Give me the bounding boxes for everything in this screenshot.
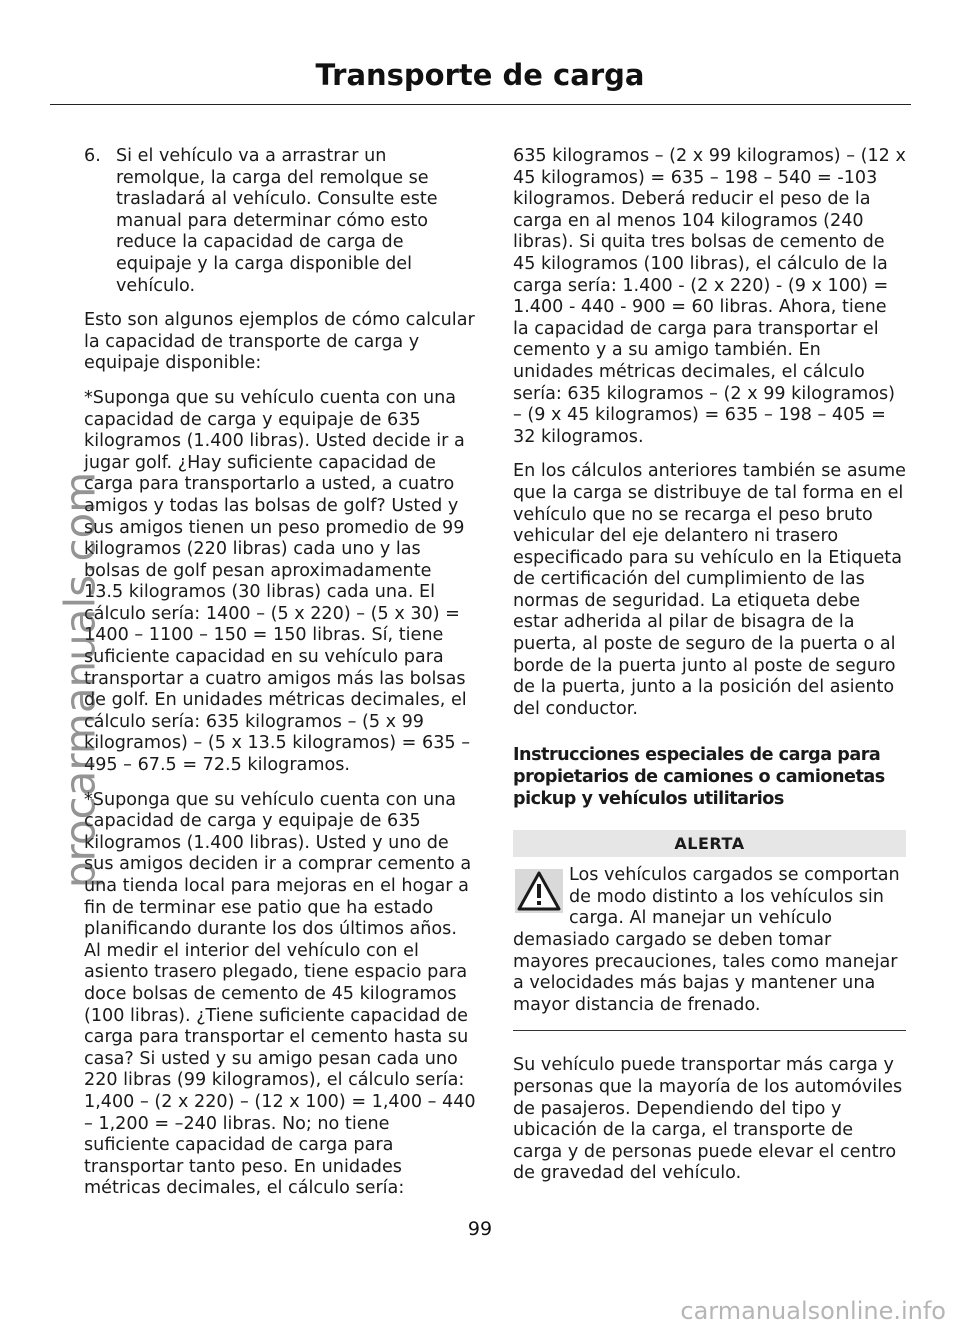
alert-text: Los vehículos cargados se comportan de modo distinto a los vehículos sin carga. Al manejar un vehículo demasiado cargado se deben tomar mayores precauciones, tales como manejar a velocidades más bajas y mantener una mayor distancia de frenado.: [513, 865, 900, 1015]
cement-example-paragraph: *Suponga que su vehículo cuenta con una capacidad de carga y equipaje de 635 kilogramos (1.400 libras). Usted y uno de sus amigos deciden ir a comprar cemento a una tienda local para mejoras en el hogar a fin de terminar ese patio que ha estado planificando durante los dos últimos años. Al medir el interior del vehículo con el asiento trasero plegado, tiene espacio para doce bolsas de cemento de 45 kilogramos (100 libras). ¿Tiene suficiente capacidad de carga para transportar el cemento hasta su casa? Si usted y su amigo pesan cada uno 220 libras (99 kilogramos), el cálculo sería: 1,400 – (2 x 220) – (12 x 100) = 1,400 – 440 – 1,200 = –240 libras. No; no tiene suficiente capacidad de carga para transportar tanto peso. En unidades métricas decimales, el cálculo sería:: [84, 789, 476, 1199]
cement-calculation-paragraph: 635 kilogramos – (2 x 99 kilogramos) – (12 x 45 kilogramos) = 635 – 198 – 540 = -103 kilogramos. Deberá reducir el peso de la carga en al menos 104 kilogramos (240 libras). Si quita tres bolsas de cemento de 45 kilogramos (100 libras), el cálculo de la carga sería: 1.400 - (2 x 220) - (9 x 100) = 1.400 - 440 - 900 = 60 libras. Ahora, tiene la capacidad de carga para transportar el cemento y a su amigo también. En unidades métricas decimales, el cálculo sería: 635 kilogramos – (2 x 99 kilogramos) – (9 x 45 kilogramos) = 635 – 198 – 405 = 32 kilogramos.: [513, 146, 906, 447]
page-title: Transporte de carga: [315, 58, 645, 92]
list-item-number: 6.: [84, 146, 101, 166]
load-distribution-paragraph: En los cálculos anteriores también se asume que la carga se distribuye de tal forma en el vehículo que no se recarga el peso bruto vehicular del eje delantero ni trasero especificado para su vehículo en la Etiqueta de certificación del cumplimiento de las normas de seguridad. La etiqueta debe estar adherida al pilar de bisagra de la puerta, al poste de seguro de la puerta o al borde de la puerta junto al poste de seguro de la puerta, junto a la posición del asiento del conductor.: [513, 461, 906, 719]
alert-box: [513, 830, 906, 1031]
list-item: [84, 146, 476, 297]
center-of-gravity-paragraph: Su vehículo puede transportar más carga y personas que la mayoría de los automóviles de pasajeros. Dependiendo del tipo y ubicación de la carga, el transporte de carga y de personas puede elevar el centro de gravedad del vehículo.: [513, 1055, 903, 1184]
examples-intro-paragraph: Esto son algunos ejemplos de cómo calcular la capacidad de transporte de carga y equipaje disponible:: [84, 310, 475, 374]
list-item-text: Si el vehículo va a arrastrar un remolque, la carga del remolque se trasladará al vehículo. Consulte este manual para determinar cómo esto reduce la capacidad de carga de equipaje y la carga disponible del vehículo.: [116, 146, 438, 296]
warning-triangle-icon: [515, 869, 563, 913]
left-column: [84, 146, 476, 1213]
footer-watermark: carmanualsonline.info: [680, 1297, 946, 1325]
alert-divider: [513, 1030, 906, 1031]
alert-body: [513, 865, 906, 1016]
golf-example-paragraph: *Suponga que su vehículo cuenta con una capacidad de carga y equipaje de 635 kilogramos (1.400 libras). Usted decide ir a jugar golf. ¿Hay suficiente capacidad de carga para transportarlo a usted, a cuatro amigos y todas las bolsas de golf? Usted y sus amigos tienen un peso promedio de 99 kilogramos (220 libras) cada uno y las bolsas de golf pesan aproximadamente 13.5 kilogramos (30 libras) cada una. El cálculo sería: 1400 – (5 x 220) – (5 x 30) = 1400 – 1100 – 150 = 150 libras. Sí, tiene suficiente capacidad en su vehículo para transportar a cuatro amigos más las bolsas de golf. En unidades métricas decimales, el cálculo sería: 635 kilogramos – (5 x 99 kilogramos) – (5 x 13.5 kilogramos) = 635 – 495 – 67.5 = 72.5 kilogramos.: [84, 387, 470, 776]
side-watermark: [55, 471, 105, 889]
alert-heading: ALERTA: [513, 830, 906, 857]
page-number: 99: [467, 1218, 493, 1240]
right-column: [513, 146, 906, 1198]
side-watermark-text: procarmanuals.com: [55, 471, 105, 889]
header-divider: [50, 104, 911, 105]
section-subheading: Instrucciones especiales de carga para propietarios de camiones o camionetas pickup y vehículos utilitarios: [513, 745, 885, 809]
